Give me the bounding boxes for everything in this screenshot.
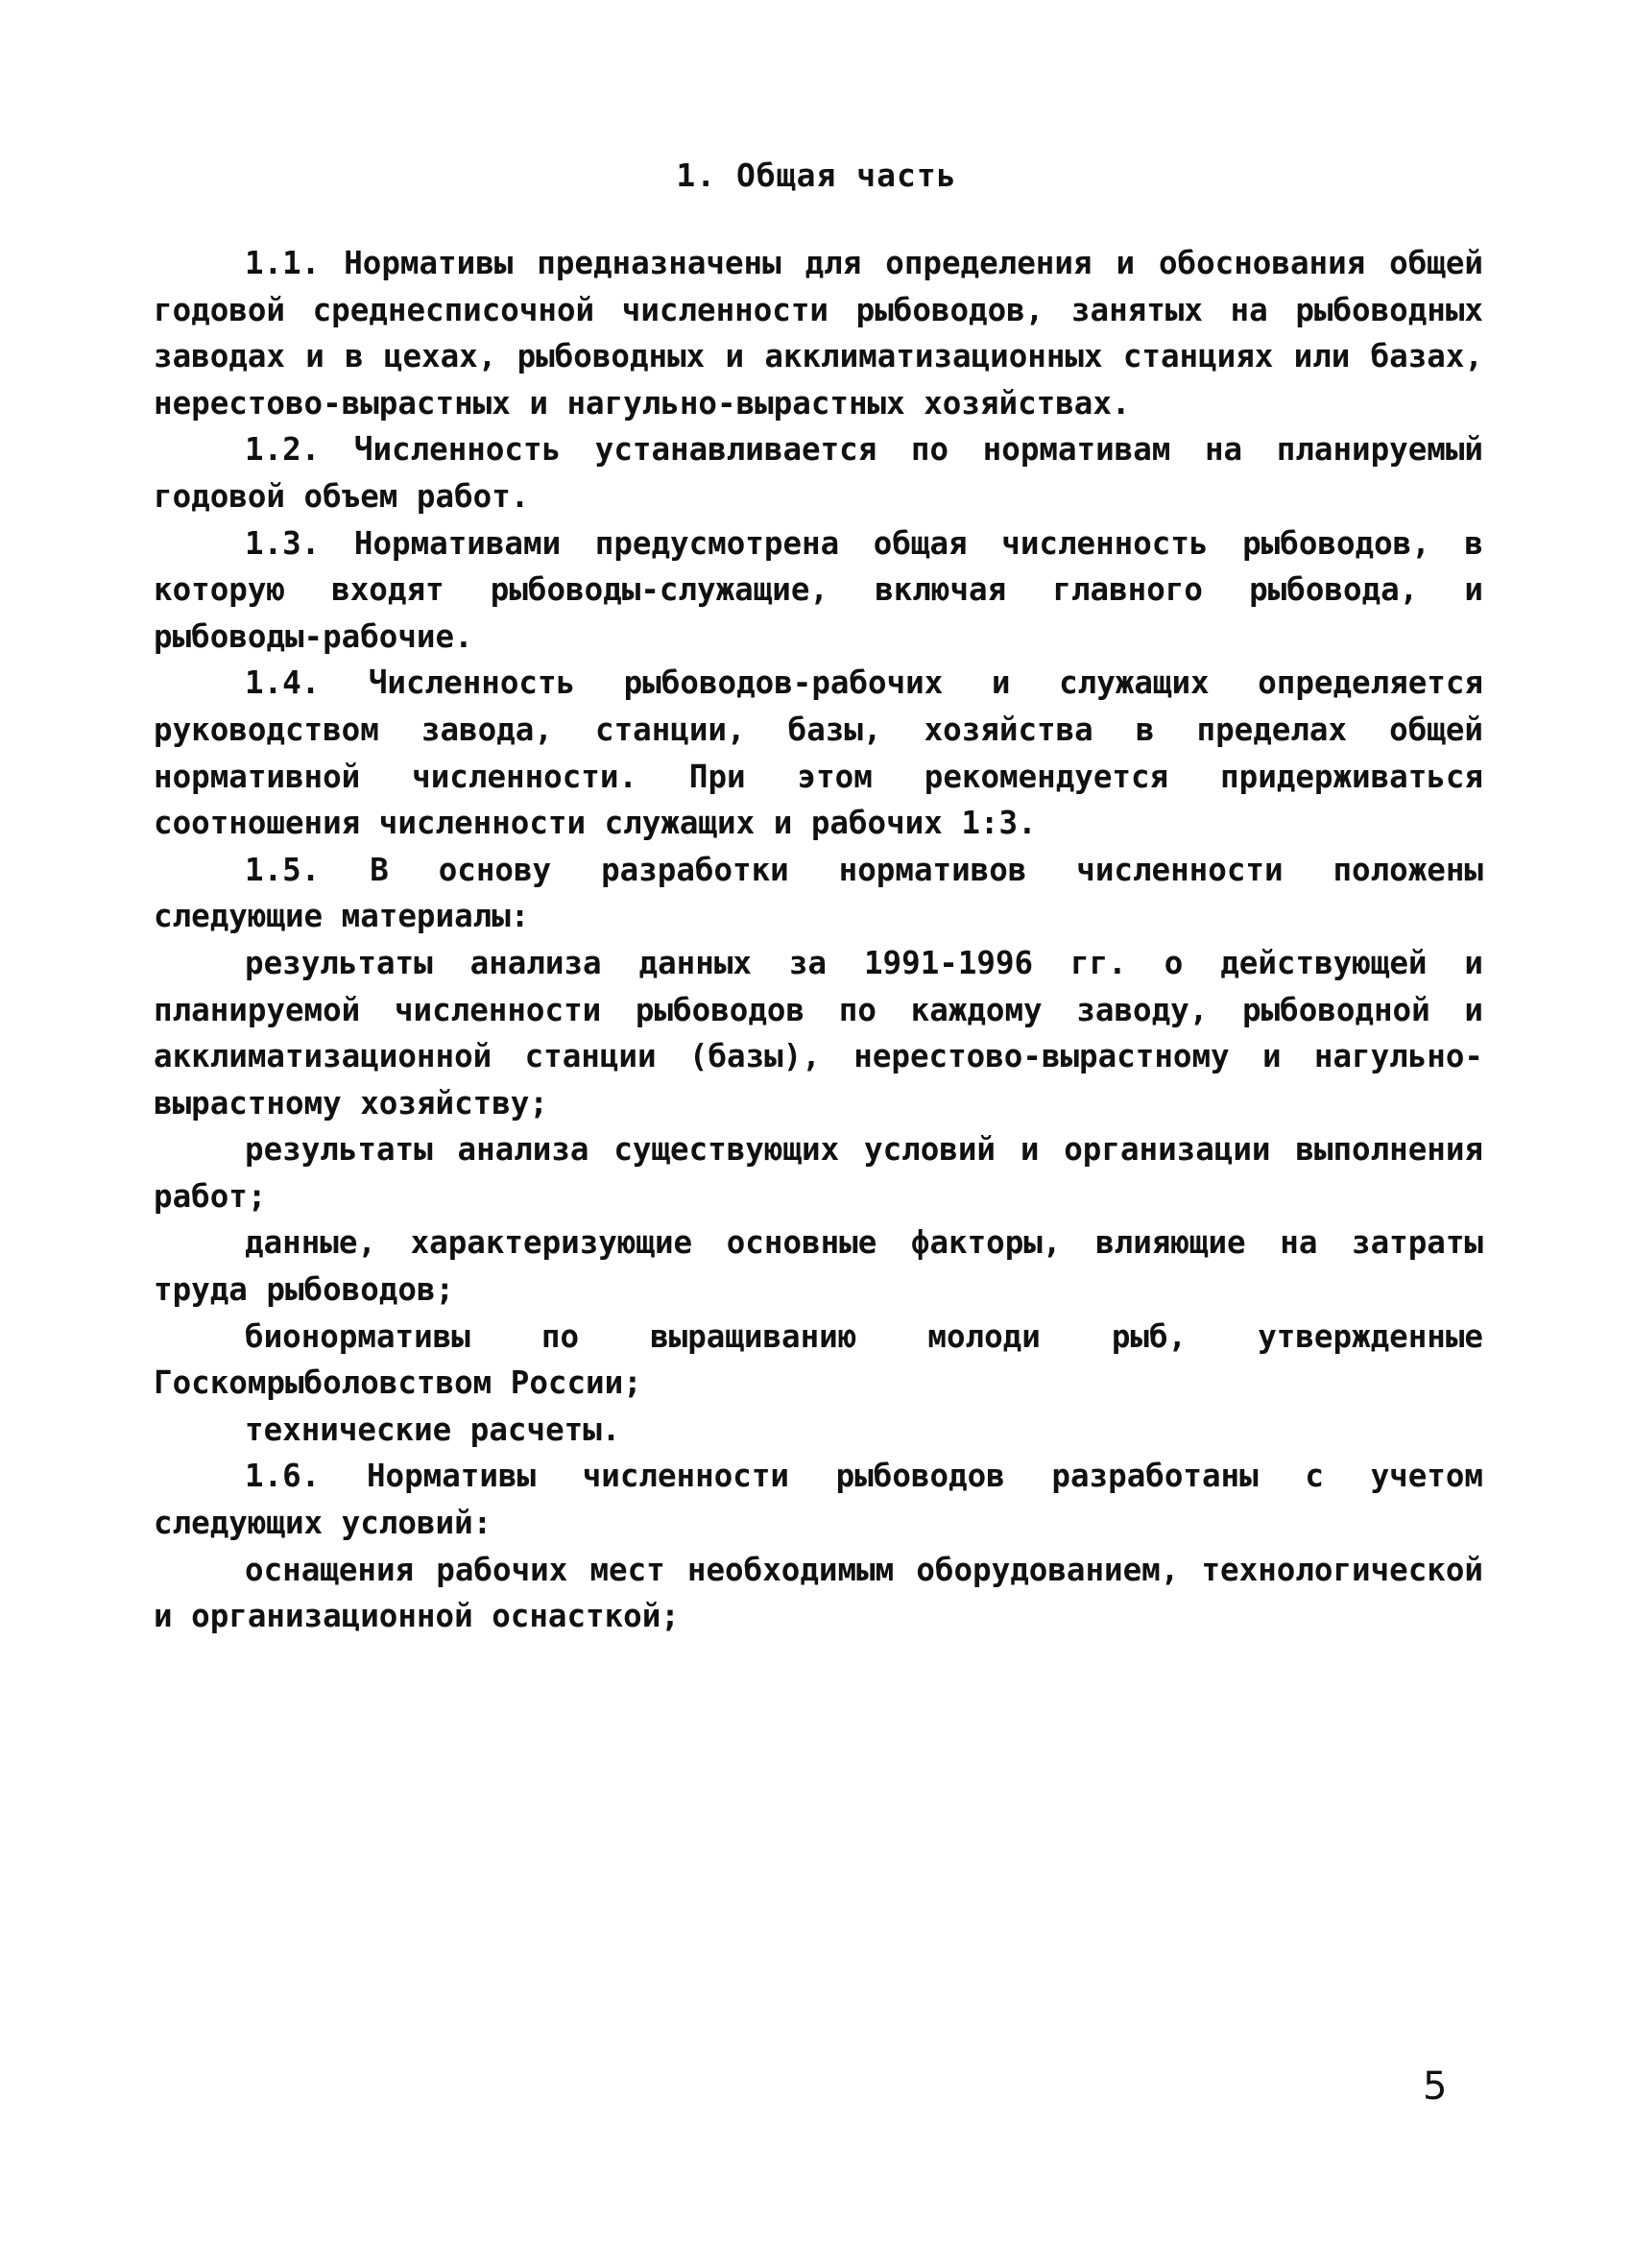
paragraph-1-3: 1.3. Нормативами предусмотрена общая численность рыбоводов, в которую входят рыбоводы-служащие, включая главного рыбовода, и рыбоводы-рабочие. (154, 524, 1483, 655)
paragraph-1-2: 1.2. Численность устанавливается по нормативам на планируемый годовой объем работ. (154, 431, 1483, 515)
body-text (154, 240, 1483, 1640)
paragraph-1-4: 1.4. Численность рыбоводов-рабочих и служащих определяется руководством завода, станции, базы, хозяйства в пределах общей нормативной численности. При этом рекомендуется придерживаться соотношения численности служащих и рабочих 1:3. (154, 664, 1483, 842)
page-number: 5 (1423, 2064, 1448, 2109)
section-title: 1. Общая часть (676, 157, 957, 194)
paragraph-1-5: 1.5. В основу разработки нормативов численности положены следующие материалы: (154, 851, 1483, 935)
list-item-analysis-data: результаты анализа данных за 1991-1996 гг. о действующей и планируемой численности рыбоводов по каждому заводу, рыбоводной и акклиматизационной станции (базы), нерестово-вырастному и нагульно-вырастному хозяйству; (154, 944, 1483, 1122)
list-item-bionorms: бионормативы по выращиванию молоди рыб, утвержденные Госкомрыболовством России; (154, 1317, 1483, 1402)
list-item-equipment: оснащения рабочих мест необходимым оборудованием, технологической и организационной оснасткой; (154, 1551, 1483, 1635)
list-item-analysis-conditions: результаты анализа существующих условий и организации выполнения работ; (154, 1131, 1483, 1215)
paragraph-1-6: 1.6. Нормативы численности рыбоводов разработаны с учетом следующих условий: (154, 1458, 1483, 1542)
list-item-factors: данные, характеризующие основные факторы, влияющие на затраты труда рыбоводов; (154, 1224, 1483, 1309)
list-item-technical-calculations: технические расчеты. (245, 1411, 621, 1448)
paragraph-1-1: 1.1. Нормативы предназначены для определения и обоснования общей годовой среднесписочной численности рыбоводов, занятых на рыбоводных заводах и в цехах, рыбоводных и акклиматизационных станциях или базах, нерестово-вырастных и нагульно-вырастных хозяйствах. (154, 245, 1483, 422)
